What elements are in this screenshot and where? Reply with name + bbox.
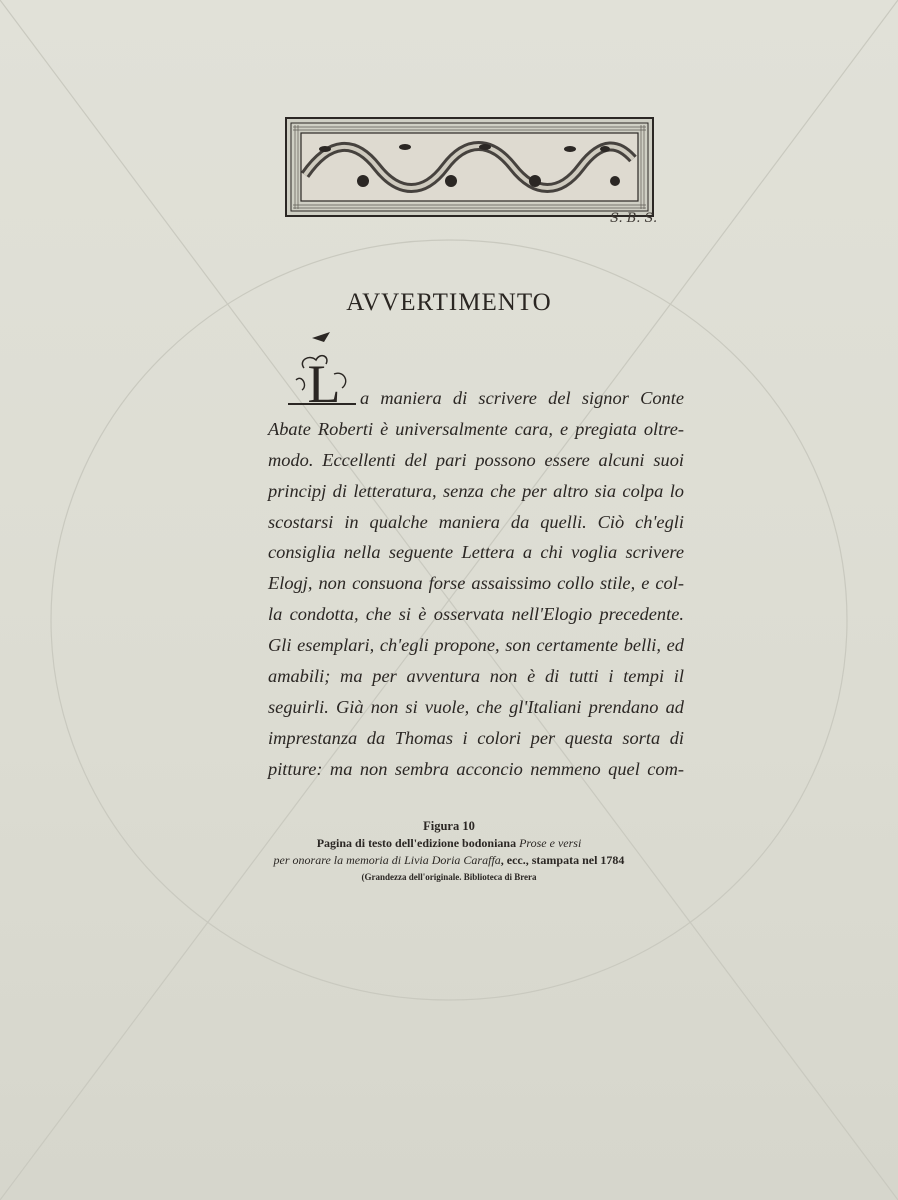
caption-line-3: (Grandezza dell'originale. Biblioteca di Brera	[361, 872, 537, 882]
text-line: consiglia nella seguente Lettera a chi voglia scrivere	[268, 542, 684, 563]
text-line: Elogj, non consuona forse assaissimo collo stile, e col-	[268, 573, 684, 594]
engraver-signature: S. B. S.	[610, 211, 658, 226]
page-title: AVVERTIMENTO	[346, 289, 552, 316]
body-text	[268, 383, 684, 785]
text-line: scostarsi in qualche maniera da quelli. Ciò ch'egli	[268, 511, 684, 532]
initial-letter: L	[307, 354, 341, 410]
text-line: la condotta, che si è osservata nell'Elogio precedente.	[268, 604, 684, 625]
decorative-ornament-vignette	[285, 117, 654, 217]
text-line: modo. Eccellenti del pari possono essere alcuni suoi	[268, 449, 684, 470]
figure-caption	[0, 817, 898, 885]
text-line: imprestanza da Thomas i colori per questa sorta di	[268, 727, 684, 748]
caption-line-2: per onorare la memoria di Livia Doria Caraffa, ecc., stampata nel 1784	[273, 853, 625, 867]
text-line: pitture: ma non sembra acconcio nemmeno quel com-	[268, 758, 684, 779]
text-line: Gli esemplari, ch'egli propone, son certamente belli, ed	[268, 635, 684, 656]
figure-number: Figura 10	[423, 819, 475, 833]
text-line: principj di letteratura, senza che per altro sia colpa lo	[268, 480, 684, 501]
text-line: amabili; ma per avventura non è di tutti i tempi il	[268, 666, 684, 687]
text-line: a maniera di scrivere del signor Conte	[360, 388, 684, 408]
text-line: seguirli. Già non si vuole, che gl'Italiani prendano ad	[268, 696, 684, 717]
caption-line-1: Pagina di testo dell'edizione bodoniana Prose e versi	[316, 836, 582, 850]
text-line: Abate Roberti è universalmente cara, e pregiata oltre-	[268, 418, 684, 439]
